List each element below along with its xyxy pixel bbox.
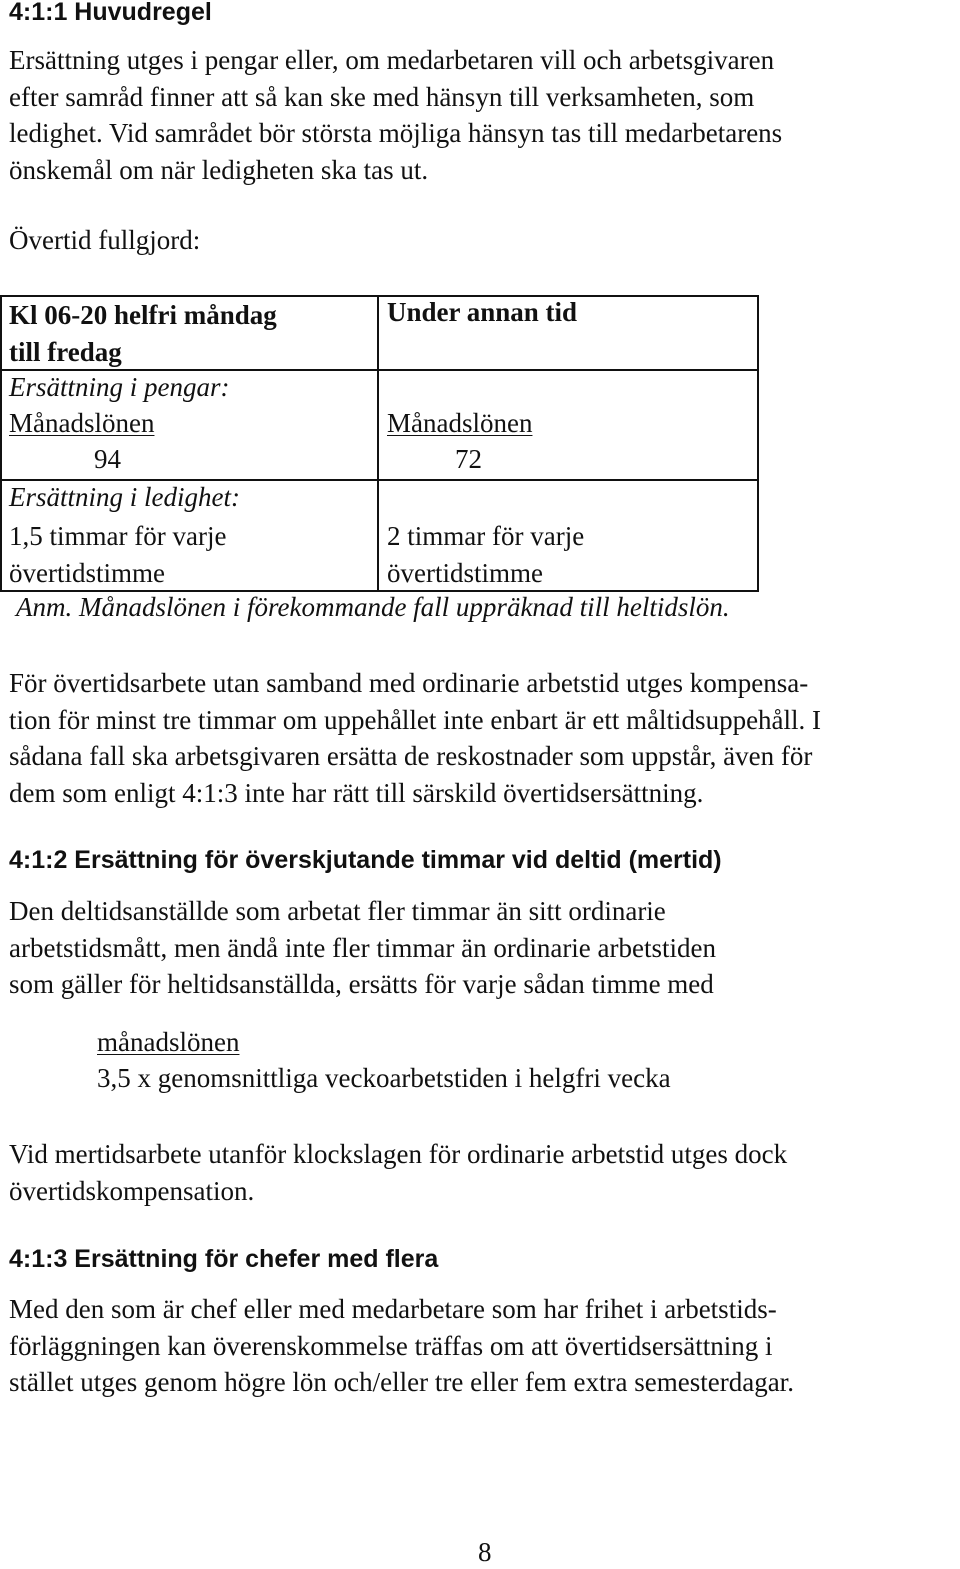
table-row-divider (0, 479, 759, 481)
ledighet-line: övertidstimme (387, 557, 543, 588)
formula-numerator (97, 1027, 239, 1058)
text-line: stället utges genom högre lön och/eller tre eller fem extra semesterdagar. (9, 1367, 794, 1397)
text-line: övertidskompensation. (9, 1175, 255, 1206)
ledighet-line: övertidstimme (9, 557, 165, 588)
text-line: förläggningen kan överenskommelse träffas om att övertidsersättning i (9, 1330, 773, 1361)
text-line: dem som enligt 4:1:3 inte har rätt till särskild övertidsersättning. (9, 777, 704, 808)
table-caption: Övertid fullgjord: (9, 225, 201, 255)
section-heading-huvudregel: 4:1:1 Huvudregel (9, 0, 212, 26)
ledighet-label: Ersättning i ledighet: (9, 482, 240, 512)
table-note: Anm. Månadslönen i förekommande fall uppräknad till heltidslön. (16, 592, 730, 622)
numerator-text: Månadslönen (387, 408, 533, 438)
numerator-text: Månadslönen (9, 408, 155, 438)
text-line: ledighet. Vid samrådet bör största möjliga hänsyn tas till medarbetarens (9, 118, 783, 148)
text-line: efter samråd finner att så kan ske med hänsyn till verksamheten, som (9, 81, 755, 112)
text-line: som gäller för heltidsanställda, ersätts för varje sådan timme med (9, 969, 714, 999)
text-line: sådana fall ska arbetsgivaren ersätta de reskostnader som uppstår, även för (9, 741, 813, 771)
col1-ledighet (9, 518, 226, 591)
pengar-label: Ersättning i pengar: (9, 372, 230, 402)
col1-fraction-numerator (9, 408, 154, 439)
mertid-paragraph-2 (9, 1136, 787, 1209)
mertid-paragraph (9, 893, 716, 1003)
col2-fraction-numerator (387, 408, 532, 439)
table-column-divider (377, 295, 379, 592)
header-line: Kl 06-20 helfri måndag (9, 300, 277, 330)
col2-fraction-denominator: 72 (455, 444, 482, 474)
col1-header (9, 297, 277, 370)
text-line: Den deltidsanställde som arbetat fler timmar än sitt ordinarie (9, 896, 666, 926)
col1-fraction-denominator: 94 (94, 444, 121, 474)
overtime-paragraph (9, 665, 821, 811)
col2-ledighet (387, 518, 584, 591)
text-line: Med den som är chef eller med medarbetare som har frihet i arbetstids- (9, 1294, 777, 1324)
text-line: arbetstidsmått, men ändå inte fler timmar än ordinarie arbetstiden (9, 932, 716, 963)
formula-denominator: 3,5 x genomsnittliga veckoarbetstiden i helgfri vecka (97, 1063, 671, 1093)
text-line: För övertidsarbete utan samband med ordinarie arbetstid utges kompensa- (9, 668, 809, 698)
ledighet-line: 2 timmar för varje (387, 521, 585, 551)
header-line: till fredag (9, 336, 122, 367)
chefer-paragraph (9, 1291, 794, 1401)
text-line: Ersättning utges i pengar eller, om medarbetaren vill och arbetsgivaren (9, 45, 775, 75)
section-heading-mertid: 4:1:2 Ersättning för överskjutande timmar vid deltid (mertid) (9, 846, 722, 874)
section-heading-chefer: 4:1:3 Ersättning för chefer med flera (9, 1245, 439, 1273)
ledighet-line: 1,5 timmar för varje (9, 521, 227, 551)
page-number: 8 (478, 1537, 492, 1567)
intro-paragraph (9, 42, 782, 188)
text-line: tion för minst tre timmar om uppehållet inte enbart är ett måltidsuppehåll. I (9, 704, 822, 735)
col2-header: Under annan tid (387, 297, 578, 327)
numerator-text: månadslönen (97, 1027, 240, 1057)
text-line: Vid mertidsarbete utanför klockslagen för ordinarie arbetstid utges dock (9, 1139, 788, 1169)
text-line: önskemål om när ledigheten ska tas ut. (9, 154, 429, 185)
